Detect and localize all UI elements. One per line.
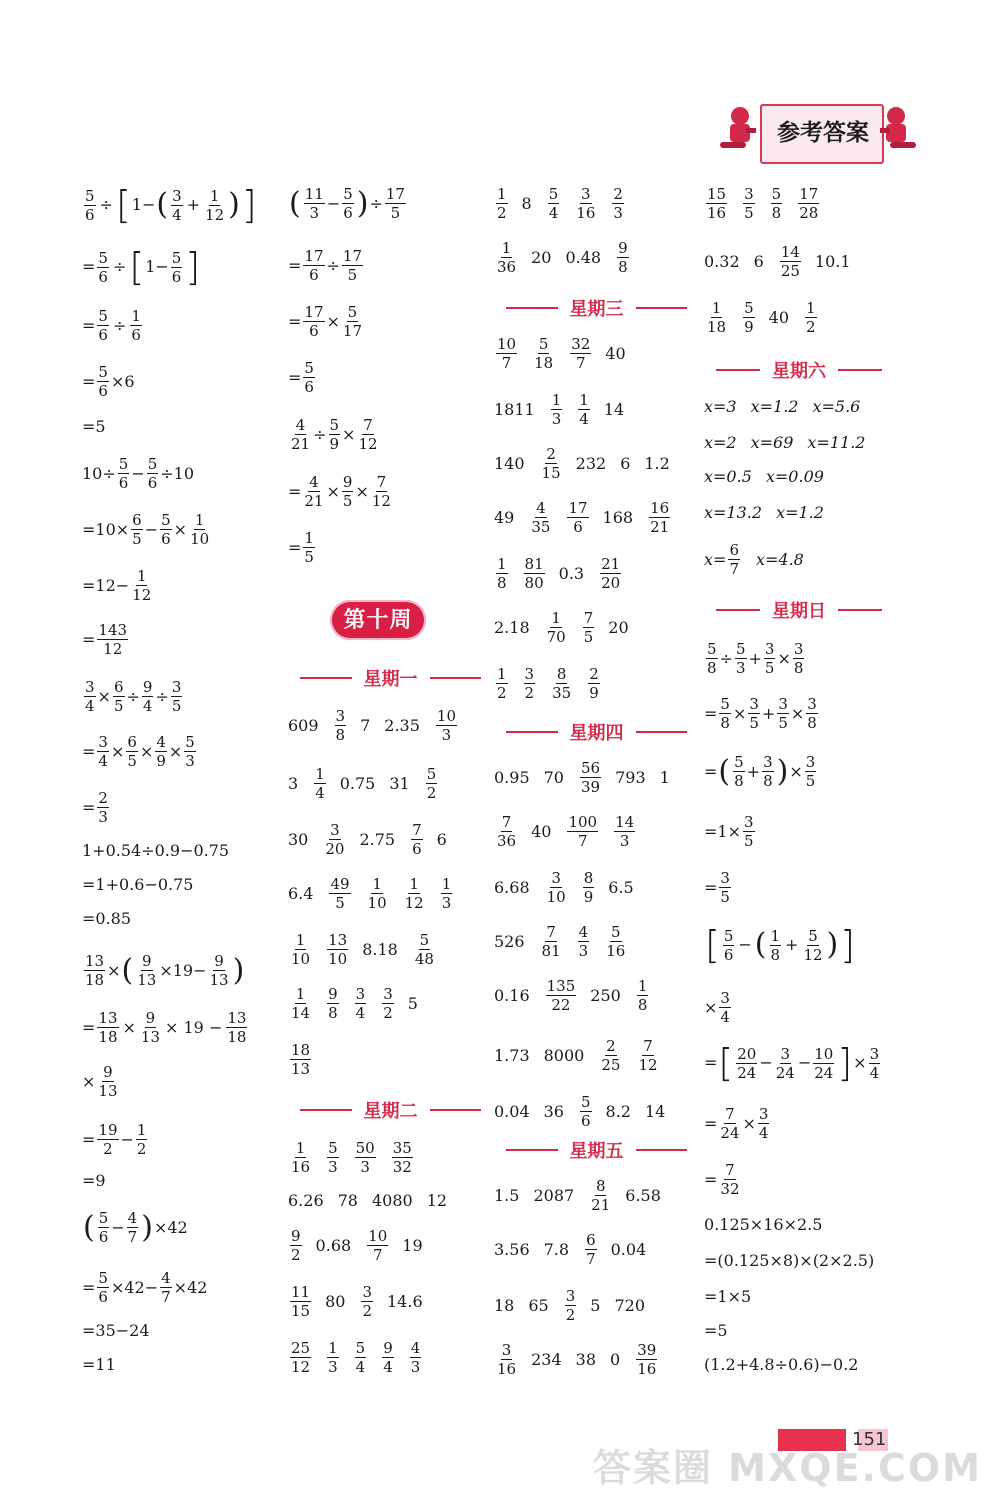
answer-row: 25 12 1 3 5 4 9 4 4 3 — [291, 1339, 421, 1376]
expression: $\frac{5}{6}$ ÷ [ 1− ( 3 4 + $\frac{1}{12}$ ) ] — [85, 183, 257, 227]
expression: =(0.125×8)×(2×2.5) — [704, 1251, 875, 1270]
expression: = $\frac{5}{6}$ ÷ $\frac{1}{6}$ — [82, 307, 141, 344]
answer-row: 49 4 35 17 6 168 16 21 — [494, 499, 670, 536]
answer-row: 3 1 4 0.75 31 5 2 — [288, 765, 437, 802]
expression: = 17 6 ÷ 17 5 — [288, 247, 362, 284]
expression: 0.125×16×2.5 — [704, 1215, 823, 1234]
expression: × 3 4 — [704, 989, 730, 1026]
expression: = 7 24 × 3 4 — [704, 1105, 769, 1142]
answer-banner — [712, 98, 922, 168]
expression: = 19 2 − 1 2 — [82, 1121, 147, 1158]
answer-row: 15 16 3 5 5 8 17 28 — [707, 185, 819, 222]
expression: 4 21 ÷ 5 9 × 7 12 — [291, 416, 378, 453]
answer-row: 0.16 135 22 250 1 8 — [494, 977, 648, 1014]
expression: 5 8 ÷ 5 3 + 3 5 × 3 8 — [707, 640, 804, 677]
answer-row: 140 2 15 232 6 1.2 — [494, 445, 670, 482]
expression: = $\frac{5}{6}$ ÷ [ 1− 5 6 ] — [82, 245, 201, 289]
watermark: 答案圈 MXQE.COM — [592, 1446, 982, 1490]
answer-row: 10 7 5 18 32 7 40 — [497, 335, 626, 372]
expression: = 5 6 — [288, 359, 314, 396]
answer-row: 1.5 2087 8 21 6.58 — [494, 1177, 661, 1214]
expression: =35−24 — [82, 1321, 150, 1340]
answer-row: 1 2 8 5 4 3 16 2 3 — [497, 185, 623, 222]
answer-row: 3.56 7.8 6 7 0.04 — [494, 1231, 647, 1268]
answer-row: 18 13 — [291, 1041, 311, 1078]
answer-row: x=3 x=1.2 x=5.6 — [704, 397, 861, 416]
expression: =1+0.6−0.75 — [82, 875, 194, 894]
answer-row: 1 16 5 3 50 3 35 32 — [291, 1139, 412, 1176]
expression: = $\frac{5}{6}$ ×6 — [82, 363, 135, 400]
section-heading-saturday: 星期六 — [704, 358, 894, 382]
answer-row: x=0.5 x=0.09 — [704, 467, 824, 486]
section-heading-tuesday: 星期二 — [288, 1098, 493, 1122]
expression: = 7 32 — [704, 1161, 740, 1198]
answer-row: 30 3 20 2.75 7 6 6 — [288, 821, 447, 858]
section-heading-thursday: 星期四 — [494, 720, 699, 744]
expression: = 17 6 × 5 17 — [288, 303, 362, 340]
expression: =1×5 — [704, 1287, 752, 1306]
expression: =1× 3 5 — [704, 813, 754, 850]
section-heading-friday: 星期五 — [494, 1138, 699, 1162]
answer-row: 0.95 70 56 39 793 1 — [494, 759, 670, 796]
expression: (1.2+4.8÷0.6)−0.2 — [704, 1355, 859, 1374]
answer-row: 1 10 13 10 8.18 5 48 — [291, 931, 434, 968]
answer-row: 3 16 234 38 0 39 16 — [497, 1341, 657, 1378]
expression: [ 5 6 − ( 1 8 + $\frac{5}{12}$ ) ] — [705, 923, 856, 967]
answer-row: x= $\frac{6}{7}$ x=4.8 — [704, 541, 804, 578]
answer-row: 6.68 3 10 8 9 6.5 — [494, 869, 634, 906]
section-heading-wednesday: 星期三 — [494, 296, 699, 320]
kid-figure-icon — [716, 104, 756, 160]
answer-row: 6.4 49 5 1 10 1 12 1 3 — [288, 875, 452, 912]
expression: 3 4 × 6 5 ÷ 9 4 ÷ 3 5 — [85, 678, 182, 715]
answer-row: 11 15 80 3 2 14.6 — [291, 1283, 423, 1320]
expression: = 3 4 × 6 5 × 4 9 × 5 3 — [82, 733, 195, 770]
answer-row: 1 2 3 2 8 35 2 9 — [497, 665, 599, 702]
expression: = ( 5 8 + 3 8 ) × 3 5 — [704, 753, 816, 790]
expression: = 3 5 — [704, 869, 730, 906]
week-badge: 第十周 — [330, 600, 426, 640]
answer-row: 1811 1 3 1 4 14 — [494, 391, 625, 428]
expression: = [ 20 24 − 3 24 − 10 24 ] × 3 4 — [704, 1041, 880, 1085]
answer-row: 1 36 20 0.48 9 8 — [497, 239, 628, 276]
expression: =5 — [704, 1321, 728, 1340]
expression: 10÷ 5 6 − 5 6 ÷10 — [82, 455, 195, 492]
expression: = 1 5 — [288, 529, 314, 566]
expression: =12− $\frac{1}{12}$ — [82, 567, 152, 604]
answer-row: 6.26 78 4080 12 — [288, 1191, 448, 1210]
expression: 13 18 × ( $\frac{9}{13}$ ×19− $\frac{9}{13}$ ) — [85, 952, 245, 989]
expression: =10× $\frac{6}{5}$ − 5 6 × 1 10 — [82, 511, 210, 548]
answer-row: 1.73 8000 2 25 7 12 — [494, 1037, 658, 1074]
answer-row: 526 7 81 4 3 5 16 — [494, 923, 626, 960]
expression: = 143 12 — [82, 621, 128, 658]
answer-row: x=13.2 x=1.2 — [704, 503, 824, 522]
page-number: 151 — [852, 1429, 887, 1450]
expression: =5 — [82, 417, 106, 436]
expression: ( 5 6 − 4 7 ) ×42 — [83, 1209, 188, 1246]
section-heading-sunday: 星期日 — [704, 598, 894, 622]
answer-row: 18 65 3 2 5 720 — [494, 1287, 645, 1324]
answer-row: 1 14 9 8 3 4 3 2 5 — [291, 985, 418, 1022]
expression: 1+0.54÷0.9−0.75 — [82, 841, 230, 860]
expression: =0.85 — [82, 909, 132, 928]
expression: = 2 3 — [82, 789, 108, 826]
expression: = 5 8 × 3 5 + 3 5 × 3 8 — [704, 695, 817, 732]
answer-row: 1 8 81 80 0.3 21 20 — [497, 555, 621, 592]
answer-row: 1 18 5 9 40 1 2 — [707, 299, 816, 336]
answer-row: 0.04 36 5 6 8.2 14 — [494, 1093, 666, 1130]
kid-figure-icon — [880, 104, 920, 160]
page-title: 参考答案 — [777, 120, 869, 146]
expression: = 5 6 ×42− 4 7 ×42 — [82, 1269, 208, 1306]
expression: ( 11 3 − 5 6 ) ÷ 17 5 — [289, 185, 405, 222]
answer-row: 2.18 1 70 7 5 20 — [494, 609, 629, 646]
answer-row: x=2 x=69 x=11.2 — [704, 433, 866, 452]
section-heading-monday: 星期一 — [288, 666, 493, 690]
expression: = 4 21 × 9 5 × 7 12 — [288, 473, 391, 510]
answer-row: 609 3 8 7 2.35 10 3 — [288, 707, 456, 744]
expression: =11 — [82, 1355, 116, 1374]
answer-row: 9 2 0.68 10 7 19 — [291, 1227, 423, 1264]
expression: × 9 13 — [82, 1063, 118, 1100]
answer-row: 7 36 40 100 7 14 3 — [497, 813, 635, 850]
answer-row: 0.32 6 14 25 10.1 — [704, 243, 851, 280]
expression: =9 — [82, 1171, 106, 1190]
expression: = $\frac{13}{18}$ × $\frac{9}{13}$ × 19 − $\frac{13}{18}$ — [82, 1009, 247, 1046]
